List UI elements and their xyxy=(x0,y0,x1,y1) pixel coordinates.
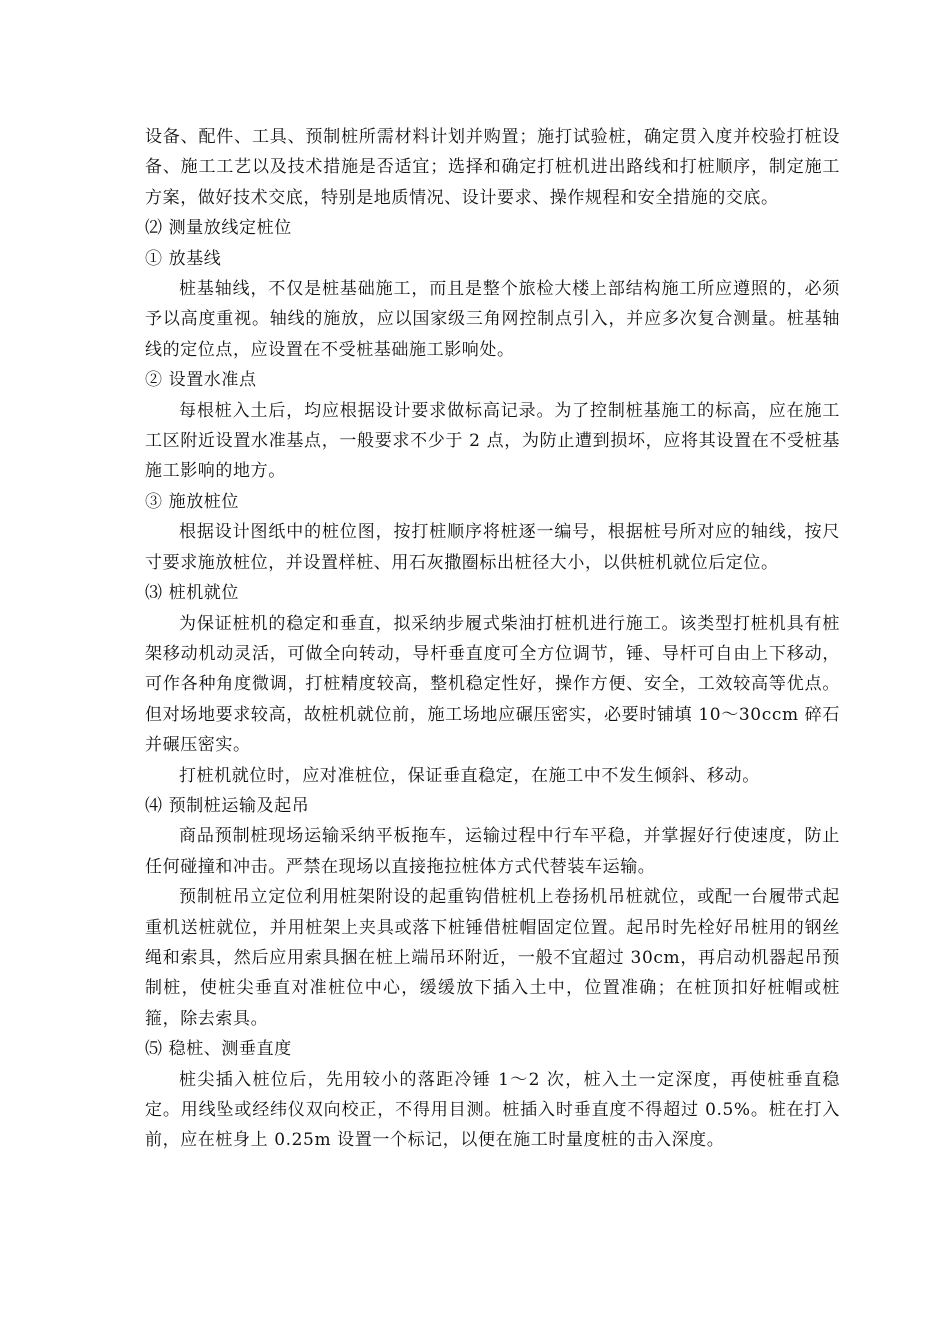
section-heading-verticality: ⑸ 稳桩、测垂直度 xyxy=(145,1039,292,1060)
section-heading-survey: ⑵ 测量放线定桩位 xyxy=(145,218,292,239)
subheading-pile-position: ③ 施放桩位 xyxy=(145,491,240,512)
body-paragraph: 设备、配件、工具、预制桩所需材料计划并购置；施打试验桩，确定贯入度并校验打桩设备、施工工艺以及技术措施是否适宜；选择和确定打桩机进出路线和打桩顺序，制定施工方案，做好技术交底，特别是地质情况、设计要求、操作规程和安全措施的交底。 xyxy=(145,127,840,208)
body-paragraph: 桩基轴线，不仅是桩基础施工，而且是整个旅检大楼上部结构施工所应遵照的，必须予以高度重视。轴线的施放，应以国家级三角网控制点引入，并应多次复合测量。桩基轴线的定位点，应设置在不受桩基础施工影响处。 xyxy=(145,279,840,360)
subheading-baseline: ① 放基线 xyxy=(145,248,222,269)
body-paragraph: 桩尖插入桩位后，先用较小的落距冷锤 1～2 次，桩入土一定深度，再使桩垂直稳定。用线坠或经纬仪双向校正，不得用目测。桩插入时垂直度不得超过 0.5%。桩在打入前，应在桩身上 0.25m 设置一个标记，以便在施工时量度桩的击入深度。 xyxy=(145,1069,840,1151)
body-paragraph: 打桩机就位时，应对准桩位，保证垂直稳定，在施工中不发生倾斜、移动。 xyxy=(179,765,760,786)
body-paragraph: 商品预制桩现场运输采纳平板拖车，运输过程中行车平稳，并掌握好行使速度，防止任何碰撞和冲击。严禁在现场以直接拖拉桩体方式代替装车运输。 xyxy=(145,826,840,877)
body-paragraph: 根据设计图纸中的桩位图，按打桩顺序将桩逐一编号，根据桩号所对应的轴线，按尺寸要求施放桩位，并设置样桩、用石灰撒圈标出桩径大小，以供桩机就位后定位。 xyxy=(145,522,840,573)
section-heading-pile-machine: ⑶ 桩机就位 xyxy=(145,583,240,604)
subheading-benchmark: ② 设置水准点 xyxy=(145,370,257,391)
body-paragraph: 每根桩入土后，均应根据设计要求做标高记录。为了控制桩基施工的标高，应在施工工区附近设置水准基点，一般要求不少于 2 点，为防止遭到损坏，应将其设置在不受桩基施工影响的地方。 xyxy=(145,400,840,482)
body-paragraph: 预制桩吊立定位利用桩架附设的起重钩借桩机上卷扬机吊桩就位，或配一台履带式起重机送桩就位，并用桩架上夹具或落下桩锤借桩帽固定位置。起吊时先栓好吊桩用的钢丝绳和索具，然后应用索具捆在桩上端吊环附近，一般不宜超过 30cm，再启动机器起吊预制桩，使桩尖垂直对准桩位中心，缓缓放下插入土中，位置准确；在桩顶扣好桩帽或桩箍，除去索具。 xyxy=(145,887,840,1029)
section-heading-transport: ⑷ 预制桩运输及起吊 xyxy=(145,795,310,816)
body-paragraph: 为保证桩机的稳定和垂直，拟采纳步履式柴油打桩机进行施工。该类型打桩机具有桩架移动机动灵活，可做全向转动，导杆垂直度可全方位调节，锤、导杆可自由上下移动，可作各种角度微调，打桩精度较高，整机稳定性好，操作方便、安全，工效较高等优点。但对场地要求较高，故桩机就位前，施工场地应碾压密实，必要时铺填 10～30ccm 碎石并碾压密实。 xyxy=(145,613,840,756)
document-body xyxy=(145,122,840,1156)
